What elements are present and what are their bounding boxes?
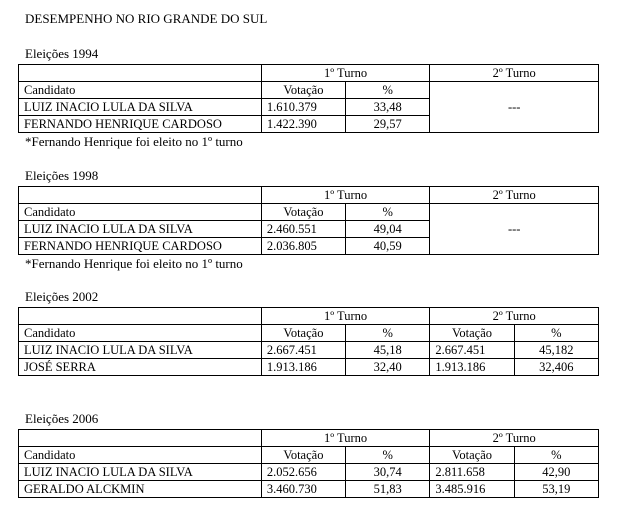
section-title: Eleições 2006	[25, 411, 99, 426]
r2-votes: 1.913.186	[430, 359, 514, 376]
round1-header: 1º Turno	[261, 187, 430, 204]
candidate-name: LUIZ INACIO LULA DA SILVA	[19, 464, 262, 481]
r1-pct: 33,48	[346, 99, 430, 116]
votes-header: Votação	[261, 204, 345, 221]
r2-pct: 42,90	[514, 464, 598, 481]
r1-votes: 2.036.805	[261, 238, 345, 255]
candidate-name: LUIZ INACIO LULA DA SILVA	[19, 221, 262, 238]
r1-votes: 1.610.379	[261, 99, 345, 116]
table-subheader-row	[19, 325, 599, 342]
candidate-header: Candidato	[19, 82, 262, 99]
candidate-header: Candidato	[19, 204, 262, 221]
pct-header: %	[346, 325, 430, 342]
candidate-name: JOSÉ SERRA	[19, 359, 262, 376]
votes-header: Votação	[430, 325, 514, 342]
r1-votes: 3.460.730	[261, 481, 345, 498]
table-subheader-row	[19, 82, 599, 99]
r1-votes: 2.667.451	[261, 342, 345, 359]
candidate-name: LUIZ INACIO LULA DA SILVA	[19, 342, 262, 359]
round1-header: 1º Turno	[261, 308, 430, 325]
r2-votes: 2.811.658	[430, 464, 514, 481]
table-header-row	[19, 308, 599, 325]
votes-header: Votação	[430, 447, 514, 464]
r1-votes: 1.422.390	[261, 116, 345, 133]
r1-votes: 1.913.186	[261, 359, 345, 376]
round2-not-applicable: ---	[430, 204, 599, 255]
candidate-name: LUIZ INACIO LULA DA SILVA	[19, 99, 262, 116]
round2-header: 2º Turno	[430, 187, 599, 204]
r2-votes: 3.485.916	[430, 481, 514, 498]
candidate-name: FERNANDO HENRIQUE CARDOSO	[19, 238, 262, 255]
results-table	[18, 64, 599, 133]
blank-cell	[19, 65, 262, 82]
pct-header: %	[514, 325, 598, 342]
candidate-header: Candidato	[19, 447, 262, 464]
votes-header: Votação	[261, 82, 345, 99]
round1-header: 1º Turno	[261, 65, 430, 82]
r2-votes: 2.667.451	[430, 342, 514, 359]
table-subheader-row	[19, 204, 599, 221]
results-table	[18, 429, 599, 498]
section-title: Eleições 2002	[25, 289, 99, 304]
section-title: Eleições 1998	[25, 168, 99, 183]
round1-header: 1º Turno	[261, 430, 430, 447]
pct-header: %	[346, 447, 430, 464]
r1-pct: 29,57	[346, 116, 430, 133]
blank-cell	[19, 430, 262, 447]
r1-pct: 45,18	[346, 342, 430, 359]
table-row	[19, 359, 599, 376]
r1-pct: 49,04	[346, 221, 430, 238]
section-note: *Fernando Henrique foi eleito no 1º turno	[25, 134, 243, 149]
r2-pct: 45,182	[514, 342, 598, 359]
pct-header: %	[346, 82, 430, 99]
round2-header: 2º Turno	[430, 308, 599, 325]
candidate-name: FERNANDO HENRIQUE CARDOSO	[19, 116, 262, 133]
table-subheader-row	[19, 447, 599, 464]
table-row	[19, 342, 599, 359]
candidate-header: Candidato	[19, 325, 262, 342]
r2-pct: 32,406	[514, 359, 598, 376]
blank-cell	[19, 187, 262, 204]
votes-header: Votação	[261, 325, 345, 342]
pct-header: %	[346, 204, 430, 221]
r1-pct: 51,83	[346, 481, 430, 498]
round2-header: 2º Turno	[430, 430, 599, 447]
r1-pct: 40,59	[346, 238, 430, 255]
r1-pct: 32,40	[346, 359, 430, 376]
table-row	[19, 464, 599, 481]
table-header-row	[19, 430, 599, 447]
r2-pct: 53,19	[514, 481, 598, 498]
section-title: Eleições 1994	[25, 46, 99, 61]
round2-header: 2º Turno	[430, 65, 599, 82]
table-row	[19, 481, 599, 498]
pct-header: %	[514, 447, 598, 464]
results-table	[18, 186, 599, 255]
votes-header: Votação	[261, 447, 345, 464]
results-table	[18, 307, 599, 376]
blank-cell	[19, 308, 262, 325]
table-header-row	[19, 65, 599, 82]
round2-not-applicable: ---	[430, 82, 599, 133]
r1-pct: 30,74	[346, 464, 430, 481]
r1-votes: 2.460.551	[261, 221, 345, 238]
section-note: *Fernando Henrique foi eleito no 1º turno	[25, 256, 243, 271]
table-header-row	[19, 187, 599, 204]
candidate-name: GERALDO ALCKMIN	[19, 481, 262, 498]
r1-votes: 2.052.656	[261, 464, 345, 481]
page-title: DESEMPENHO NO RIO GRANDE DO SUL	[25, 11, 268, 26]
